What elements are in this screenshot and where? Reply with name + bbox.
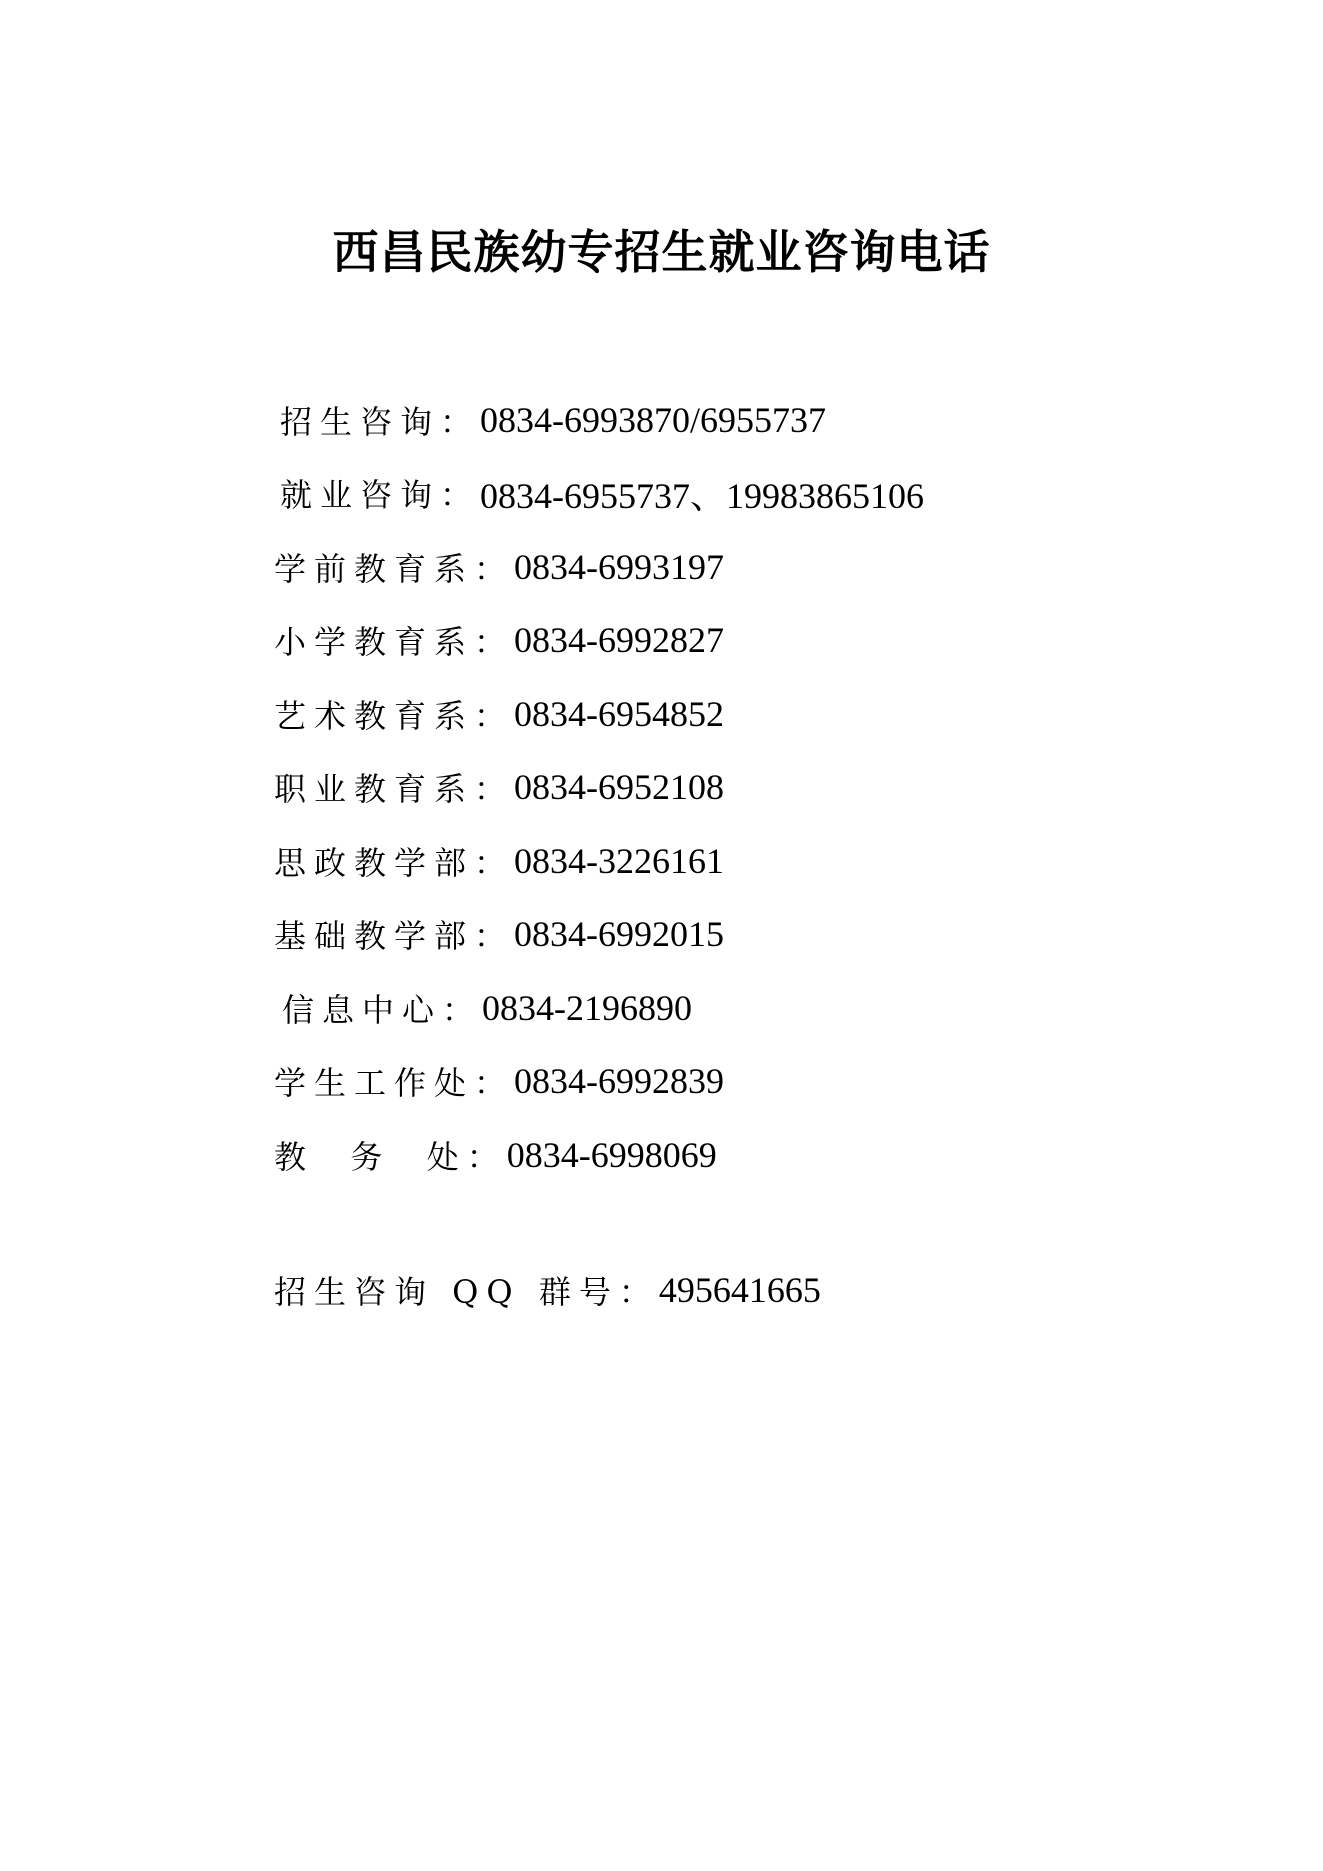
contact-phone: 0834-6992839 (514, 1061, 725, 1102)
contact-label: 学前教育系： (274, 549, 515, 588)
contact-label: 小学教育系： (274, 623, 515, 662)
contact-phone: 0834-3226161 (514, 840, 725, 881)
qq-group-number: 495641665 (658, 1270, 821, 1310)
contact-phone: 0834-6993870/6955737 (480, 399, 827, 440)
contact-line-vocational-education (274, 751, 1174, 825)
contact-phone: 0834-6955737、19983865106 (480, 475, 925, 516)
contact-line-basic-teaching (274, 898, 1174, 972)
contact-label: 信息中心： (282, 990, 483, 1029)
contact-label: 职业教育系： (274, 770, 515, 809)
contact-phone: 0834-2196890 (482, 987, 693, 1028)
contact-label: 教 务 处： (274, 1137, 507, 1176)
contact-line-ideological-teaching (274, 824, 1174, 898)
page-title: 西昌民族幼专招生就业咨询电话 (332, 225, 991, 279)
contact-label: 招生咨询： (280, 402, 481, 441)
qq-group-line (274, 1260, 821, 1320)
contact-line-preschool-education (274, 530, 1174, 604)
contact-phone: 0834-6992015 (514, 914, 725, 955)
contact-phone: 0834-6954852 (514, 693, 725, 734)
contact-label: 学生工作处： (274, 1064, 515, 1103)
contact-phone: 0834-6993197 (514, 546, 725, 587)
contact-line-primary-education (274, 604, 1174, 678)
contact-line-admissions (274, 383, 1174, 457)
contact-line-art-education (274, 677, 1174, 751)
contact-phone: 0834-6952108 (514, 767, 725, 808)
contact-line-information-center (274, 971, 1174, 1045)
contact-label: 基础教学部： (274, 917, 515, 956)
contact-label: 艺术教育系： (274, 696, 515, 735)
contact-list (274, 383, 1174, 1192)
contact-line-student-affairs (274, 1045, 1174, 1119)
contact-label: 思政教学部： (274, 843, 515, 882)
contact-line-employment (274, 457, 1174, 531)
contact-line-academic-affairs (274, 1118, 1174, 1192)
contact-phone: 0834-6998069 (506, 1134, 717, 1175)
contact-phone: 0834-6992827 (514, 620, 725, 661)
contact-label: 就业咨询： (280, 476, 481, 515)
qq-group-label: 招生咨询 QQ 群号： (274, 1273, 659, 1311)
